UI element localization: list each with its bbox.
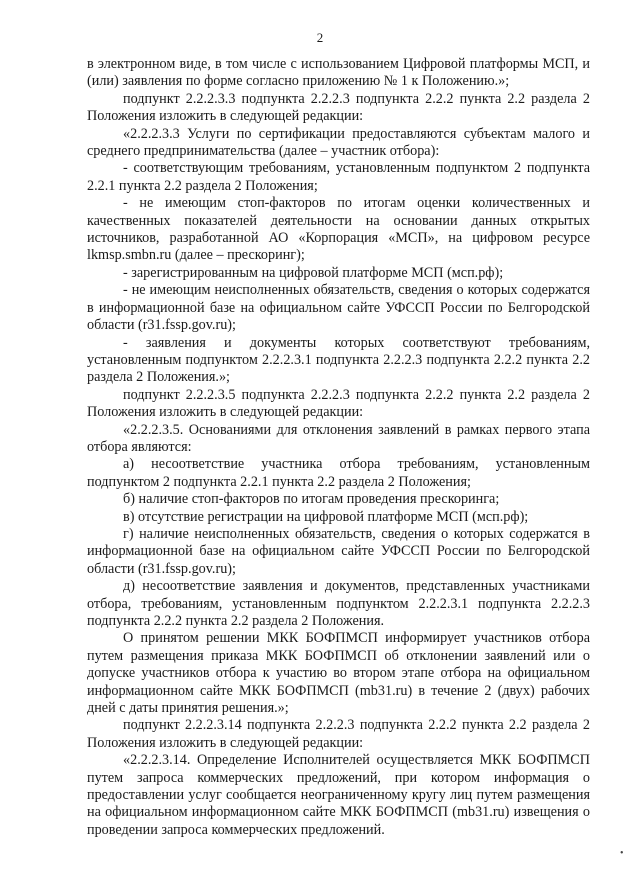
paragraph: а) несоответствие участника отбора требованиям, установленным подпунктом 2 подпункта 2.2.1 пункта 2.2 раздела 2 Положения; [87,456,590,490]
paragraph: подпункт 2.2.2.3.5 подпункта 2.2.2.3 подпункта 2.2.2 пункта 2.2 раздела 2 Положения изложить в следующей редакции: [87,386,590,421]
scan-speck: • [620,848,624,859]
paragraph: «2.2.2.3.14. Определение Исполнителей осуществляется МКК БОФПМСП путем запроса коммерческих предложений, при котором информация о предоставлении услуг сообщается неограниченному кругу лиц путем размещения на официальном информационном сайте МКК БОФПМСП (mb31.ru) извещения о проведении запроса коммерческих предложений. [87,752,590,838]
document-body [87,56,590,839]
paragraph: О принятом решении МКК БОФПМСП информирует участников отбора путем размещения приказа МКК БОФПМСП об отклонении заявлений или о допуске участников отбора к участию во втором этапе отбора на официальном информационном сайте МКК БОФПМСП (mb31.ru) в течение 2 (двух) рабочих дней с даты принятия решения.»; [87,630,590,717]
paragraph: подпункт 2.2.2.3.3 подпункта 2.2.2.3 подпункта 2.2.2 пункта 2.2 раздела 2 Положения изложить в следующей редакции: [87,90,590,125]
paragraph: - заявления и документы которых соответствуют требованиям, установленным подпунктом 2.2.2.3.1 подпункта 2.2.2.3 подпункта 2.2.2 пункта 2.2 раздела 2 Положения.»; [87,334,590,386]
paragraph: - не имеющим неисполненных обязательств, сведения о которых содержатся в информационной базе на официальном сайте УФССП России по Белгородской области (r31.fssp.gov.ru); [87,282,590,334]
paragraph: подпункт 2.2.2.3.14 подпункта 2.2.2.3 подпункта 2.2.2 пункта 2.2 раздела 2 Положения изложить в следующей редакции: [87,717,590,751]
paragraph: в электронном виде, в том числе с использованием Цифровой платформы МСП, и (или) заявления по форме согласно приложению № 1 к Положению.»; [87,56,590,90]
paragraph: - зарегистрированным на цифровой платформе МСП (мсп.рф); [123,264,504,281]
paragraph: в) отсутствие регистрации на цифровой платформе МСП (мсп.рф); [123,508,529,525]
paragraph: - не имеющим стоп-факторов по итогам оценки количественных и качественных показателей деятельности на основании данных открытых источников, разработанной АО «Корпорация «МСП», на цифровом ресурсе lkmsp.smbn.ru (далее – прескоринг); [87,195,590,264]
paragraph: - соответствующим требованиям, установленным подпунктом 2 подпункта 2.2.1 пункта 2.2 раздела 2 Положения; [87,160,590,194]
paragraph: «2.2.2.3.3 Услуги по сертификации предоставляются субъектам малого и среднего предпринимательства (далее – участник отбора): [87,125,590,160]
paragraph: б) наличие стоп-факторов по итогам проведения прескоринга; [123,491,500,508]
paragraph: «2.2.2.3.5. Основаниями для отклонения заявлений в рамках первого этапа отбора являются: [87,421,590,455]
paragraph: д) несоответствие заявления и документов, представленных участниками отбора, требованиям, установленным подпунктом 2.2.2.3.1 подпункта 2.2.2.3 подпункта 2.2.2 пункта 2.2 раздела 2 Положения. [87,578,590,629]
paragraph: г) наличие неисполненных обязательств, сведения о которых содержатся в информационной базе на официальном сайте УФССП России по Белгородской области (r31.fssp.gov.ru); [87,525,590,577]
page-number: 2 [316,30,324,45]
